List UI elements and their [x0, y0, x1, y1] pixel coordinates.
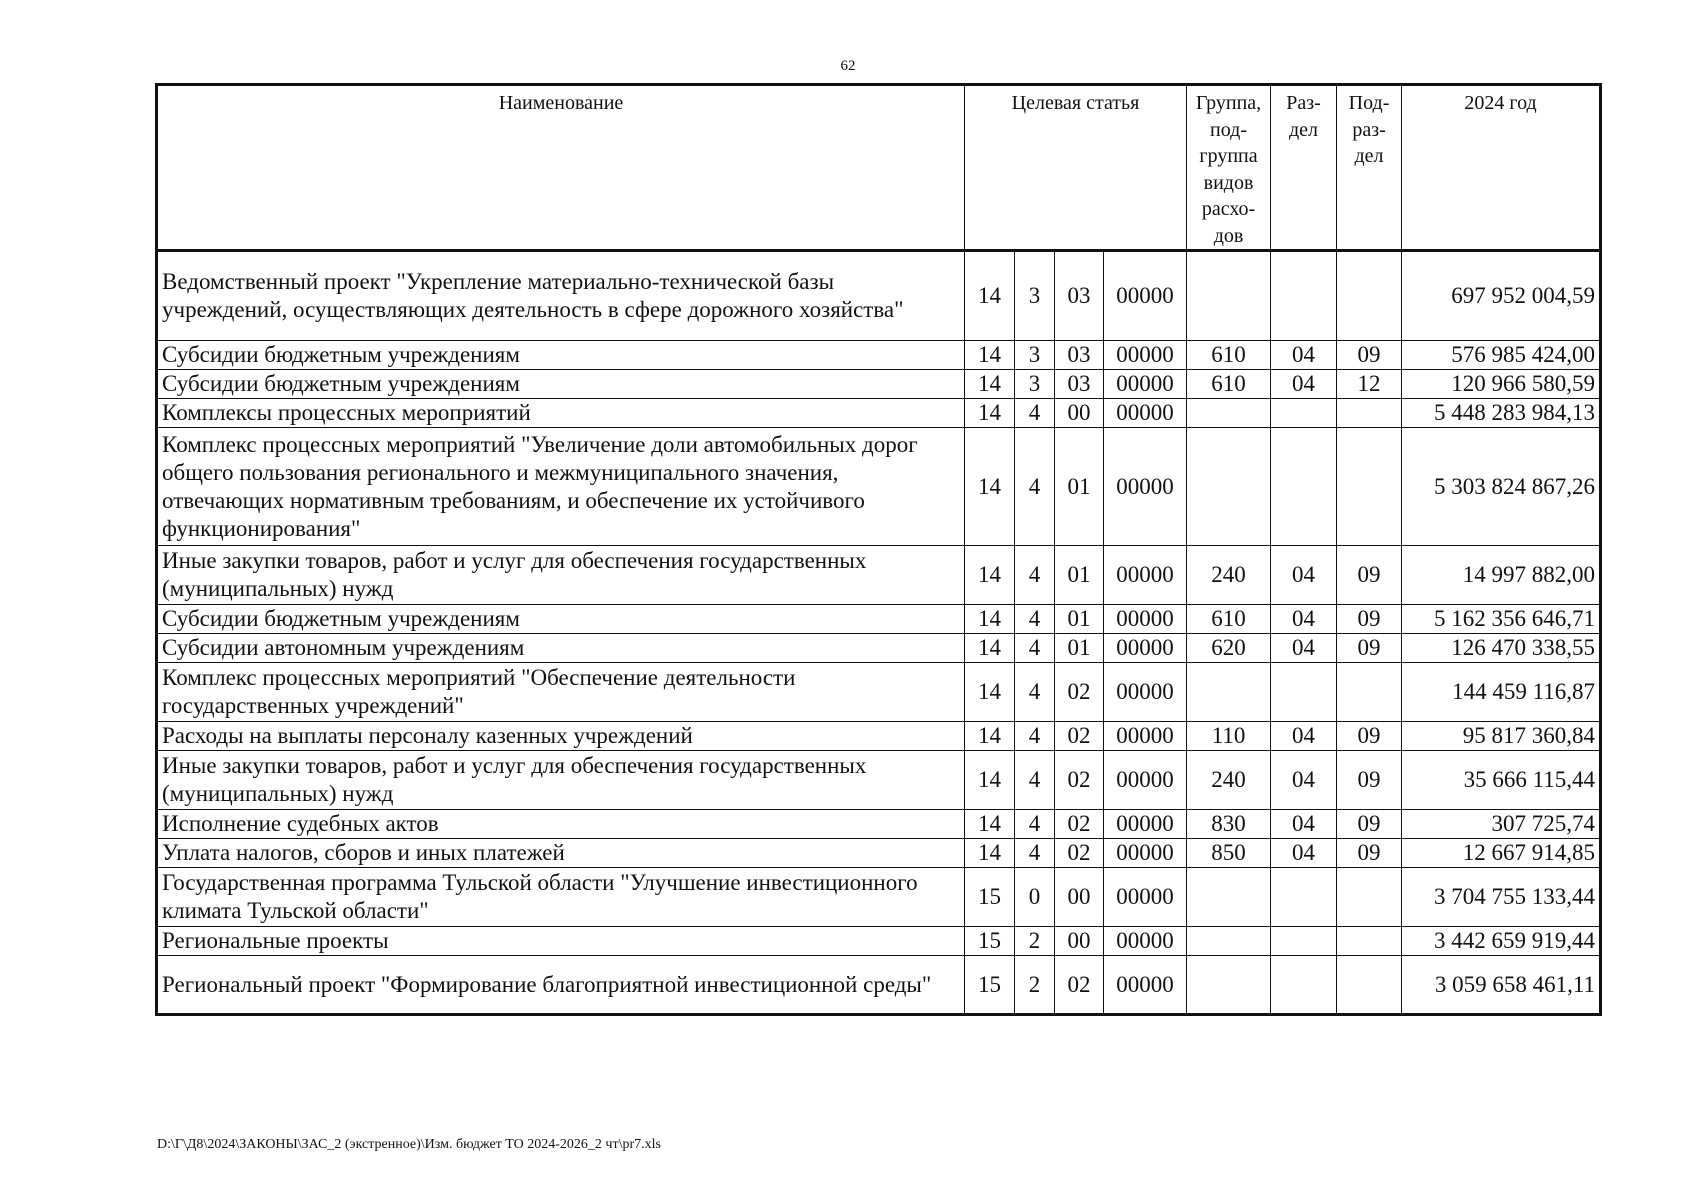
target-article-structure: 01 — [1055, 605, 1104, 634]
amount-2024: 307 725,74 — [1402, 810, 1601, 839]
target-article-type: 4 — [1015, 839, 1055, 868]
table-row — [157, 605, 1601, 634]
amount-2024: 12 667 914,85 — [1402, 839, 1601, 868]
target-article-program: 14 — [965, 399, 1015, 428]
target-article-direction: 00000 — [1104, 251, 1187, 341]
target-article-program: 14 — [965, 546, 1015, 605]
target-article-program: 14 — [965, 605, 1015, 634]
row-name: Исполнение судебных актов — [157, 810, 965, 839]
target-article-program: 14 — [965, 663, 1015, 722]
row-name: Иные закупки товаров, работ и услуг для обеспечения государственных (муниципальных) нужд — [157, 546, 965, 605]
table-row — [157, 399, 1601, 428]
subsection-code: 09 — [1337, 546, 1402, 605]
target-article-direction: 00000 — [1104, 370, 1187, 399]
target-article-direction: 00000 — [1104, 605, 1187, 634]
subsection-code: 09 — [1337, 634, 1402, 663]
target-article-direction: 00000 — [1104, 956, 1187, 1015]
subsection-code — [1337, 868, 1402, 927]
amount-2024: 126 470 338,55 — [1402, 634, 1601, 663]
expense-group — [1187, 428, 1271, 546]
table-row — [157, 927, 1601, 956]
target-article-type: 4 — [1015, 663, 1055, 722]
section-code — [1271, 399, 1337, 428]
section-code — [1271, 868, 1337, 927]
section-code: 04 — [1271, 751, 1337, 810]
header-name: Наименование — [157, 85, 965, 251]
target-article-structure: 01 — [1055, 428, 1104, 546]
target-article-type: 4 — [1015, 399, 1055, 428]
header-subsection: Под-раз-дел — [1337, 85, 1402, 251]
table-row — [157, 251, 1601, 341]
row-name: Комплекс процессных мероприятий "Обеспечение деятельности государственных учреждений" — [157, 663, 965, 722]
section-code — [1271, 927, 1337, 956]
expense-group — [1187, 399, 1271, 428]
target-article-structure: 03 — [1055, 341, 1104, 370]
target-article-direction: 00000 — [1104, 868, 1187, 927]
target-article-structure: 01 — [1055, 546, 1104, 605]
section-code: 04 — [1271, 370, 1337, 399]
page-number: 62 — [840, 58, 856, 74]
target-article-program: 15 — [965, 927, 1015, 956]
row-name: Ведомственный проект "Укрепление материально-технической базы учреждений, осуществляющих деятельность в сфере дорожного хозяйства" — [157, 251, 965, 341]
table-row — [157, 634, 1601, 663]
target-article-type: 4 — [1015, 751, 1055, 810]
expense-group: 850 — [1187, 839, 1271, 868]
section-code: 04 — [1271, 546, 1337, 605]
target-article-structure: 02 — [1055, 663, 1104, 722]
header-year: 2024 год — [1402, 85, 1601, 251]
amount-2024: 5 162 356 646,71 — [1402, 605, 1601, 634]
target-article-direction: 00000 — [1104, 546, 1187, 605]
target-article-type: 4 — [1015, 634, 1055, 663]
target-article-direction: 00000 — [1104, 722, 1187, 751]
header-expense-group: Группа, под-группа видов расхо-дов — [1187, 85, 1271, 251]
row-name: Расходы на выплаты персоналу казенных учреждений — [157, 722, 965, 751]
target-article-direction: 00000 — [1104, 428, 1187, 546]
expense-group: 610 — [1187, 605, 1271, 634]
table-row — [157, 751, 1601, 810]
section-code: 04 — [1271, 810, 1337, 839]
target-article-structure: 00 — [1055, 868, 1104, 927]
target-article-structure: 02 — [1055, 839, 1104, 868]
table-row — [157, 868, 1601, 927]
table-row — [157, 722, 1601, 751]
section-code: 04 — [1271, 839, 1337, 868]
amount-2024: 3 704 755 133,44 — [1402, 868, 1601, 927]
amount-2024: 95 817 360,84 — [1402, 722, 1601, 751]
amount-2024: 697 952 004,59 — [1402, 251, 1601, 341]
target-article-program: 14 — [965, 722, 1015, 751]
amount-2024: 5 448 283 984,13 — [1402, 399, 1601, 428]
table-row — [157, 428, 1601, 546]
subsection-code: 12 — [1337, 370, 1402, 399]
expense-group — [1187, 251, 1271, 341]
target-article-program: 14 — [965, 428, 1015, 546]
amount-2024: 14 997 882,00 — [1402, 546, 1601, 605]
subsection-code — [1337, 428, 1402, 546]
section-code — [1271, 251, 1337, 341]
subsection-code — [1337, 399, 1402, 428]
amount-2024: 120 966 580,59 — [1402, 370, 1601, 399]
target-article-direction: 00000 — [1104, 634, 1187, 663]
target-article-direction: 00000 — [1104, 341, 1187, 370]
amount-2024: 5 303 824 867,26 — [1402, 428, 1601, 546]
target-article-type: 4 — [1015, 428, 1055, 546]
target-article-direction: 00000 — [1104, 927, 1187, 956]
row-name: Комплекс процессных мероприятий "Увеличение доли автомобильных дорог общего пользования регионального и межмуниципального значения, отвечающих нормативным требованиям, и обеспечение их устойчивого функционирования" — [157, 428, 965, 546]
section-code — [1271, 956, 1337, 1015]
target-article-type: 4 — [1015, 722, 1055, 751]
row-name: Иные закупки товаров, работ и услуг для обеспечения государственных (муниципальных) нужд — [157, 751, 965, 810]
expense-group — [1187, 868, 1271, 927]
target-article-program: 14 — [965, 751, 1015, 810]
section-code: 04 — [1271, 634, 1337, 663]
target-article-type: 3 — [1015, 341, 1055, 370]
expense-group — [1187, 956, 1271, 1015]
target-article-type: 0 — [1015, 868, 1055, 927]
target-article-direction: 00000 — [1104, 839, 1187, 868]
row-name: Субсидии бюджетным учреждениям — [157, 370, 965, 399]
footer-file-path: D:\Г\Д8\2024\ЗАКОНЫ\ЗАС_2 (экстренное)\Изм. бюджет ТО 2024-2026_2 чт\pr7.xls — [157, 1137, 661, 1152]
expense-group — [1187, 927, 1271, 956]
table-row — [157, 810, 1601, 839]
row-name: Субсидии бюджетным учреждениям — [157, 341, 965, 370]
target-article-type: 4 — [1015, 605, 1055, 634]
expense-group: 610 — [1187, 370, 1271, 399]
subsection-code: 09 — [1337, 605, 1402, 634]
subsection-code — [1337, 956, 1402, 1015]
target-article-direction: 00000 — [1104, 751, 1187, 810]
target-article-structure: 00 — [1055, 399, 1104, 428]
target-article-direction: 00000 — [1104, 399, 1187, 428]
section-code: 04 — [1271, 341, 1337, 370]
amount-2024: 144 459 116,87 — [1402, 663, 1601, 722]
row-name: Субсидии бюджетным учреждениям — [157, 605, 965, 634]
target-article-structure: 02 — [1055, 751, 1104, 810]
table-row — [157, 341, 1601, 370]
section-code: 04 — [1271, 605, 1337, 634]
target-article-structure: 03 — [1055, 370, 1104, 399]
row-name: Региональные проекты — [157, 927, 965, 956]
subsection-code: 09 — [1337, 810, 1402, 839]
table-body — [157, 251, 1601, 1015]
header-target-article: Целевая статья — [965, 85, 1187, 251]
table-header-row — [157, 85, 1601, 251]
target-article-structure: 02 — [1055, 722, 1104, 751]
table-row — [157, 839, 1601, 868]
target-article-program: 14 — [965, 810, 1015, 839]
target-article-type: 4 — [1015, 810, 1055, 839]
amount-2024: 3 059 658 461,11 — [1402, 956, 1601, 1015]
target-article-direction: 00000 — [1104, 663, 1187, 722]
expense-group: 110 — [1187, 722, 1271, 751]
table-row — [157, 546, 1601, 605]
target-article-structure: 03 — [1055, 251, 1104, 341]
target-article-structure: 02 — [1055, 810, 1104, 839]
target-article-structure: 00 — [1055, 927, 1104, 956]
header-section: Раз-дел — [1271, 85, 1337, 251]
target-article-type: 2 — [1015, 956, 1055, 1015]
subsection-code — [1337, 663, 1402, 722]
amount-2024: 576 985 424,00 — [1402, 341, 1601, 370]
table-row — [157, 370, 1601, 399]
subsection-code — [1337, 927, 1402, 956]
row-name: Государственная программа Тульской области "Улучшение инвестиционного климата Тульской области" — [157, 868, 965, 927]
amount-2024: 3 442 659 919,44 — [1402, 927, 1601, 956]
expense-group: 240 — [1187, 546, 1271, 605]
section-code — [1271, 428, 1337, 546]
row-name: Уплата налогов, сборов и иных платежей — [157, 839, 965, 868]
target-article-program: 14 — [965, 839, 1015, 868]
subsection-code — [1337, 251, 1402, 341]
expense-group: 620 — [1187, 634, 1271, 663]
expense-group: 830 — [1187, 810, 1271, 839]
row-name: Региональный проект "Формирование благоприятной инвестиционной среды" — [157, 956, 965, 1015]
table-row — [157, 663, 1601, 722]
target-article-structure: 02 — [1055, 956, 1104, 1015]
expense-group — [1187, 663, 1271, 722]
row-name: Комплексы процессных мероприятий — [157, 399, 965, 428]
target-article-type: 3 — [1015, 251, 1055, 341]
target-article-program: 14 — [965, 341, 1015, 370]
section-code: 04 — [1271, 722, 1337, 751]
table-row — [157, 956, 1601, 1015]
target-article-type: 2 — [1015, 927, 1055, 956]
subsection-code: 09 — [1337, 839, 1402, 868]
row-name: Субсидии автономным учреждениям — [157, 634, 965, 663]
subsection-code: 09 — [1337, 751, 1402, 810]
subsection-code: 09 — [1337, 722, 1402, 751]
target-article-direction: 00000 — [1104, 810, 1187, 839]
target-article-program: 14 — [965, 251, 1015, 341]
subsection-code: 09 — [1337, 341, 1402, 370]
target-article-program: 14 — [965, 634, 1015, 663]
target-article-structure: 01 — [1055, 634, 1104, 663]
amount-2024: 35 666 115,44 — [1402, 751, 1601, 810]
target-article-type: 3 — [1015, 370, 1055, 399]
target-article-program: 15 — [965, 956, 1015, 1015]
expense-group: 610 — [1187, 341, 1271, 370]
target-article-program: 15 — [965, 868, 1015, 927]
expense-group: 240 — [1187, 751, 1271, 810]
budget-table — [155, 83, 1602, 1016]
target-article-type: 4 — [1015, 546, 1055, 605]
target-article-program: 14 — [965, 370, 1015, 399]
section-code — [1271, 663, 1337, 722]
